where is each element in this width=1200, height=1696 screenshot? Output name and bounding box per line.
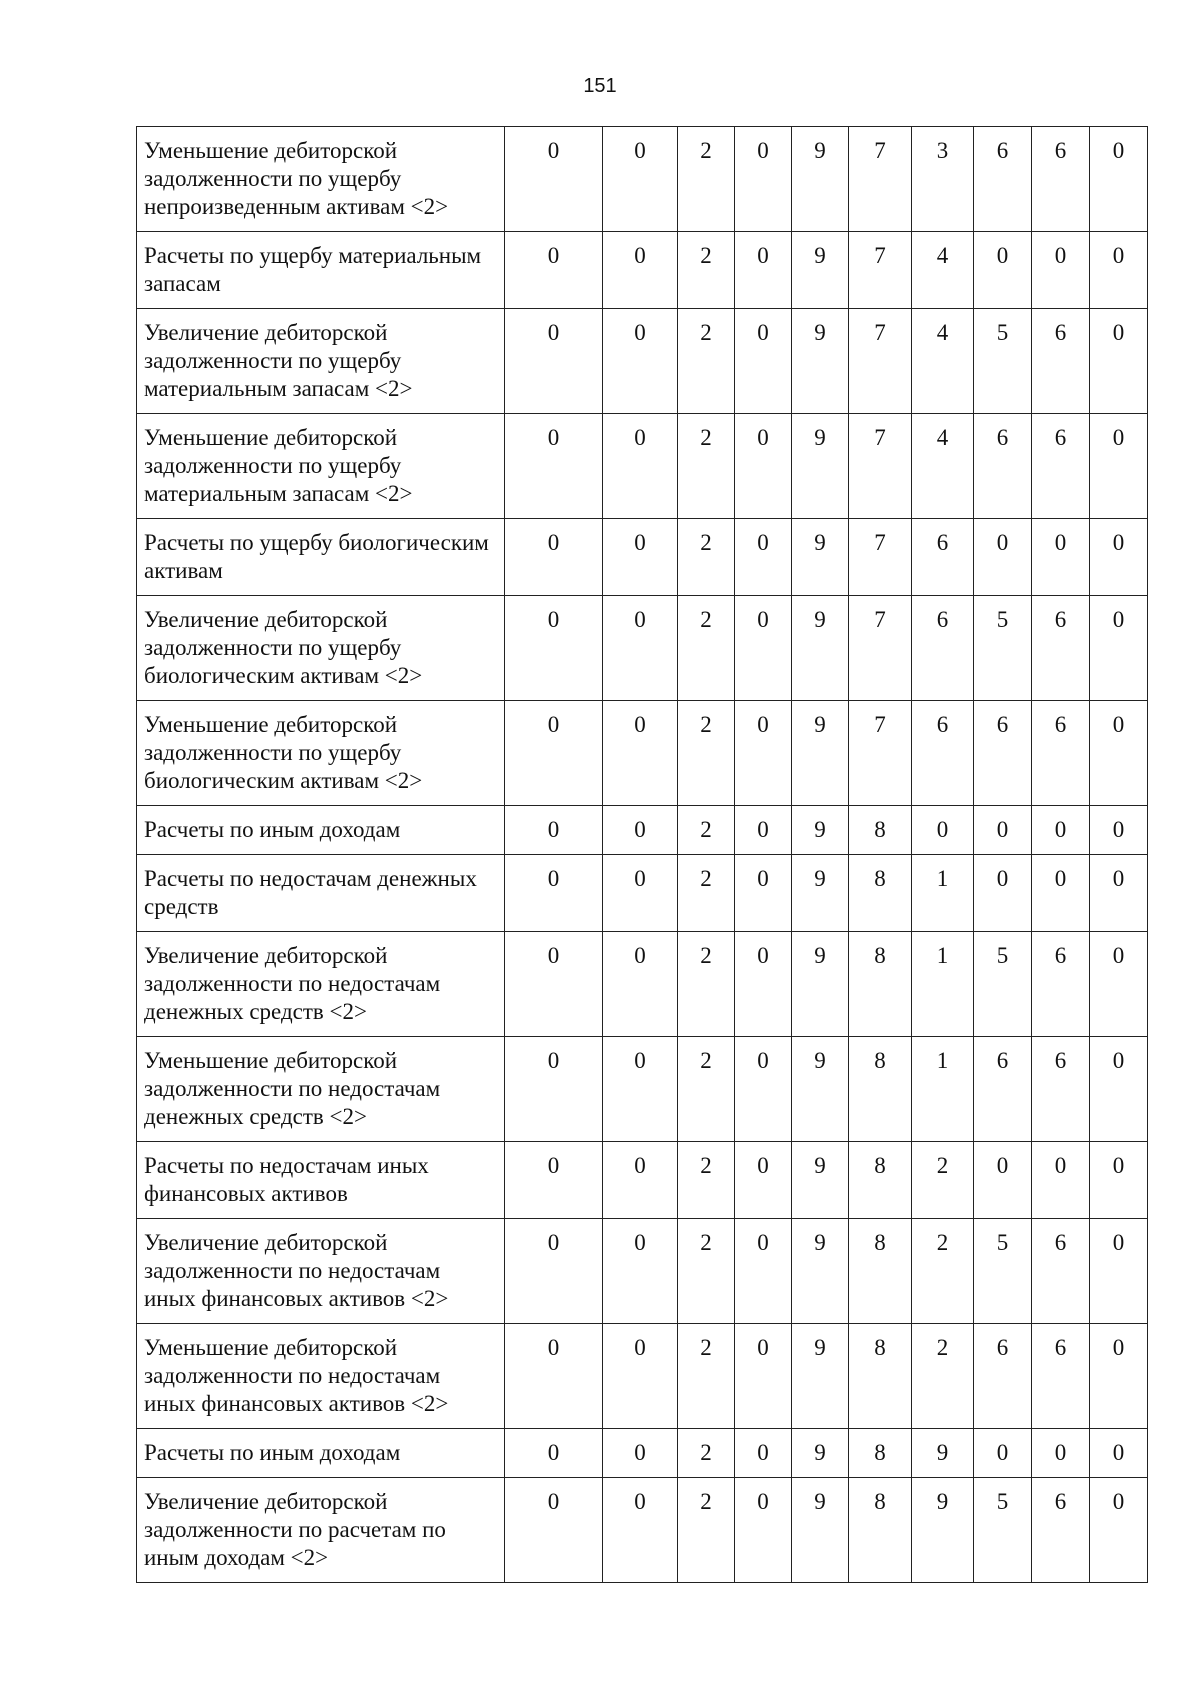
code-digit-cell: 6 — [1032, 127, 1090, 232]
code-digit-cell: 8 — [849, 1429, 912, 1478]
code-digit-cell: 2 — [678, 127, 735, 232]
code-digit-cell: 8 — [849, 1142, 912, 1219]
code-digit-cell: 8 — [849, 806, 912, 855]
code-digit-cell: 0 — [735, 414, 792, 519]
code-digit-cell: 0 — [1090, 309, 1148, 414]
code-digit-cell: 2 — [678, 309, 735, 414]
code-digit-cell: 5 — [974, 1219, 1032, 1324]
code-digit-cell: 0 — [603, 1324, 678, 1429]
code-digit-cell: 2 — [678, 596, 735, 701]
code-digit-cell: 0 — [505, 701, 603, 806]
code-digit-cell: 0 — [1090, 232, 1148, 309]
row-name-cell: Уменьшение дебиторской задолженности по ущербу материальным запасам <2> — [137, 414, 505, 519]
code-digit-cell: 0 — [603, 1142, 678, 1219]
table-row — [137, 855, 1148, 932]
code-digit-cell: 7 — [849, 701, 912, 806]
code-digit-cell: 0 — [735, 932, 792, 1037]
row-name-cell: Увеличение дебиторской задолженности по ущербу материальным запасам <2> — [137, 309, 505, 414]
code-digit-cell: 0 — [912, 806, 974, 855]
code-digit-cell: 6 — [1032, 1478, 1090, 1583]
code-digit-cell: 0 — [603, 701, 678, 806]
code-digit-cell: 1 — [912, 932, 974, 1037]
table-row — [137, 1037, 1148, 1142]
code-digit-cell: 2 — [678, 1219, 735, 1324]
row-name-cell: Расчеты по ущербу материальным запасам — [137, 232, 505, 309]
code-digit-cell: 0 — [735, 1478, 792, 1583]
code-digit-cell: 9 — [912, 1429, 974, 1478]
code-digit-cell: 0 — [505, 855, 603, 932]
row-name-cell: Расчеты по иным доходам — [137, 806, 505, 855]
code-digit-cell: 2 — [678, 232, 735, 309]
code-digit-cell: 9 — [792, 701, 849, 806]
code-digit-cell: 0 — [974, 519, 1032, 596]
code-digit-cell: 0 — [1090, 1219, 1148, 1324]
code-digit-cell: 8 — [849, 1037, 912, 1142]
code-digit-cell: 0 — [735, 519, 792, 596]
code-digit-cell: 8 — [849, 855, 912, 932]
code-digit-cell: 0 — [603, 1219, 678, 1324]
code-digit-cell: 9 — [792, 1219, 849, 1324]
code-digit-cell: 0 — [505, 1142, 603, 1219]
code-digit-cell: 0 — [1032, 519, 1090, 596]
code-digit-cell: 0 — [1090, 596, 1148, 701]
code-digit-cell: 4 — [912, 232, 974, 309]
code-digit-cell: 0 — [1090, 519, 1148, 596]
code-digit-cell: 9 — [792, 932, 849, 1037]
code-digit-cell: 8 — [849, 1478, 912, 1583]
table-row — [137, 932, 1148, 1037]
code-digit-cell: 4 — [912, 309, 974, 414]
code-digit-cell: 0 — [735, 701, 792, 806]
code-digit-cell: 0 — [603, 1478, 678, 1583]
code-digit-cell: 5 — [974, 932, 1032, 1037]
table-row — [137, 519, 1148, 596]
code-digit-cell: 0 — [603, 806, 678, 855]
code-digit-cell: 4 — [912, 414, 974, 519]
code-digit-cell: 6 — [974, 701, 1032, 806]
code-digit-cell: 0 — [735, 1037, 792, 1142]
code-digit-cell: 2 — [912, 1324, 974, 1429]
code-digit-cell: 0 — [974, 232, 1032, 309]
code-digit-cell: 6 — [1032, 1219, 1090, 1324]
code-digit-cell: 0 — [1090, 701, 1148, 806]
account-codes-table — [136, 126, 1148, 1583]
row-name-cell: Увеличение дебиторской задолженности по недостачам денежных средств <2> — [137, 932, 505, 1037]
code-digit-cell: 9 — [792, 309, 849, 414]
table-row — [137, 127, 1148, 232]
code-digit-cell: 0 — [1090, 806, 1148, 855]
code-digit-cell: 8 — [849, 1219, 912, 1324]
code-digit-cell: 0 — [505, 1324, 603, 1429]
code-digit-cell: 2 — [912, 1142, 974, 1219]
code-digit-cell: 9 — [792, 1142, 849, 1219]
code-digit-cell: 0 — [603, 855, 678, 932]
code-digit-cell: 9 — [792, 1324, 849, 1429]
row-name-cell: Увеличение дебиторской задолженности по расчетам по иным доходам <2> — [137, 1478, 505, 1583]
table-row — [137, 1429, 1148, 1478]
code-digit-cell: 0 — [735, 1219, 792, 1324]
code-digit-cell: 0 — [735, 309, 792, 414]
code-digit-cell: 0 — [974, 1142, 1032, 1219]
row-name-cell: Расчеты по недостачам денежных средств — [137, 855, 505, 932]
code-digit-cell: 2 — [678, 1478, 735, 1583]
code-digit-cell: 0 — [735, 806, 792, 855]
table-row — [137, 1219, 1148, 1324]
code-digit-cell: 0 — [1090, 127, 1148, 232]
code-digit-cell: 3 — [912, 127, 974, 232]
row-name-cell: Уменьшение дебиторской задолженности по недостачам денежных средств <2> — [137, 1037, 505, 1142]
row-name-cell: Расчеты по ущербу биологическим активам — [137, 519, 505, 596]
code-digit-cell: 9 — [792, 414, 849, 519]
code-digit-cell: 9 — [792, 519, 849, 596]
code-digit-cell: 0 — [505, 596, 603, 701]
code-digit-cell: 0 — [505, 806, 603, 855]
code-digit-cell: 9 — [792, 806, 849, 855]
code-digit-cell: 6 — [1032, 1037, 1090, 1142]
code-digit-cell: 0 — [974, 855, 1032, 932]
code-digit-cell: 0 — [603, 232, 678, 309]
code-digit-cell: 0 — [1090, 1478, 1148, 1583]
code-digit-cell: 0 — [1032, 1429, 1090, 1478]
code-digit-cell: 0 — [603, 414, 678, 519]
code-digit-cell: 2 — [678, 1324, 735, 1429]
code-digit-cell: 6 — [974, 1037, 1032, 1142]
table-row — [137, 596, 1148, 701]
code-digit-cell: 2 — [678, 806, 735, 855]
code-digit-cell: 2 — [678, 519, 735, 596]
code-digit-cell: 7 — [849, 414, 912, 519]
code-digit-cell: 0 — [1032, 232, 1090, 309]
row-name-cell: Увеличение дебиторской задолженности по недостачам иных финансовых активов <2> — [137, 1219, 505, 1324]
code-digit-cell: 2 — [912, 1219, 974, 1324]
code-digit-cell: 0 — [505, 309, 603, 414]
code-digit-cell: 9 — [792, 1037, 849, 1142]
code-digit-cell: 0 — [1090, 932, 1148, 1037]
code-digit-cell: 9 — [792, 1429, 849, 1478]
code-digit-cell: 0 — [735, 127, 792, 232]
code-digit-cell: 6 — [912, 519, 974, 596]
code-digit-cell: 5 — [974, 596, 1032, 701]
code-digit-cell: 2 — [678, 1429, 735, 1478]
table-body — [137, 127, 1148, 1583]
code-digit-cell: 0 — [1032, 1142, 1090, 1219]
code-digit-cell: 6 — [974, 127, 1032, 232]
code-digit-cell: 5 — [974, 1478, 1032, 1583]
code-digit-cell: 0 — [1032, 806, 1090, 855]
code-digit-cell: 0 — [505, 932, 603, 1037]
code-digit-cell: 0 — [505, 1429, 603, 1478]
code-digit-cell: 6 — [912, 596, 974, 701]
code-digit-cell: 2 — [678, 932, 735, 1037]
page-number: 151 — [583, 75, 617, 97]
code-digit-cell: 0 — [505, 1478, 603, 1583]
table-row — [137, 1142, 1148, 1219]
code-digit-cell: 1 — [912, 1037, 974, 1142]
code-digit-cell: 2 — [678, 1142, 735, 1219]
table-row — [137, 414, 1148, 519]
code-digit-cell: 0 — [505, 1219, 603, 1324]
row-name-cell: Уменьшение дебиторской задолженности по ущербу непроизведенным активам <2> — [137, 127, 505, 232]
code-digit-cell: 0 — [735, 232, 792, 309]
code-digit-cell: 0 — [603, 127, 678, 232]
code-digit-cell: 0 — [603, 519, 678, 596]
code-digit-cell: 0 — [1090, 1037, 1148, 1142]
code-digit-cell: 7 — [849, 309, 912, 414]
table-row — [137, 309, 1148, 414]
table-row — [137, 1324, 1148, 1429]
code-digit-cell: 0 — [505, 232, 603, 309]
code-digit-cell: 0 — [1090, 1142, 1148, 1219]
code-digit-cell: 0 — [735, 1324, 792, 1429]
code-digit-cell: 6 — [974, 414, 1032, 519]
code-digit-cell: 0 — [735, 596, 792, 701]
code-digit-cell: 6 — [974, 1324, 1032, 1429]
code-digit-cell: 0 — [1090, 1429, 1148, 1478]
code-digit-cell: 9 — [792, 232, 849, 309]
code-digit-cell: 6 — [1032, 932, 1090, 1037]
row-name-cell: Уменьшение дебиторской задолженности по недостачам иных финансовых активов <2> — [137, 1324, 505, 1429]
code-digit-cell: 0 — [505, 519, 603, 596]
code-digit-cell: 0 — [505, 127, 603, 232]
code-digit-cell: 0 — [603, 1429, 678, 1478]
code-digit-cell: 0 — [974, 806, 1032, 855]
code-digit-cell: 9 — [912, 1478, 974, 1583]
row-name-cell: Увеличение дебиторской задолженности по ущербу биологическим активам <2> — [137, 596, 505, 701]
code-digit-cell: 9 — [792, 855, 849, 932]
table-row — [137, 806, 1148, 855]
code-digit-cell: 6 — [912, 701, 974, 806]
code-digit-cell: 0 — [1090, 1324, 1148, 1429]
code-digit-cell: 0 — [735, 855, 792, 932]
code-digit-cell: 7 — [849, 127, 912, 232]
row-name-cell: Расчеты по недостачам иных финансовых активов — [137, 1142, 505, 1219]
code-digit-cell: 0 — [603, 596, 678, 701]
code-digit-cell: 7 — [849, 596, 912, 701]
code-digit-cell: 0 — [735, 1142, 792, 1219]
code-digit-cell: 0 — [1090, 855, 1148, 932]
table-row — [137, 1478, 1148, 1583]
code-digit-cell: 1 — [912, 855, 974, 932]
code-digit-cell: 0 — [1032, 855, 1090, 932]
code-digit-cell: 6 — [1032, 596, 1090, 701]
code-digit-cell: 6 — [1032, 309, 1090, 414]
code-digit-cell: 7 — [849, 232, 912, 309]
code-digit-cell: 2 — [678, 701, 735, 806]
code-digit-cell: 9 — [792, 1478, 849, 1583]
code-digit-cell: 0 — [603, 932, 678, 1037]
code-digit-cell: 2 — [678, 855, 735, 932]
code-digit-cell: 0 — [974, 1429, 1032, 1478]
code-digit-cell: 8 — [849, 1324, 912, 1429]
row-name-cell: Расчеты по иным доходам — [137, 1429, 505, 1478]
code-digit-cell: 0 — [603, 1037, 678, 1142]
code-digit-cell: 9 — [792, 127, 849, 232]
code-digit-cell: 8 — [849, 932, 912, 1037]
code-digit-cell: 0 — [1090, 414, 1148, 519]
row-name-cell: Уменьшение дебиторской задолженности по ущербу биологическим активам <2> — [137, 701, 505, 806]
code-digit-cell: 0 — [505, 414, 603, 519]
code-digit-cell: 7 — [849, 519, 912, 596]
code-digit-cell: 5 — [974, 309, 1032, 414]
code-digit-cell: 0 — [735, 1429, 792, 1478]
code-digit-cell: 2 — [678, 1037, 735, 1142]
code-digit-cell: 6 — [1032, 414, 1090, 519]
code-digit-cell: 6 — [1032, 1324, 1090, 1429]
code-digit-cell: 6 — [1032, 701, 1090, 806]
code-digit-cell: 0 — [603, 309, 678, 414]
table-row — [137, 232, 1148, 309]
code-digit-cell: 9 — [792, 596, 849, 701]
code-digit-cell: 2 — [678, 414, 735, 519]
code-digit-cell: 0 — [505, 1037, 603, 1142]
table-row — [137, 701, 1148, 806]
